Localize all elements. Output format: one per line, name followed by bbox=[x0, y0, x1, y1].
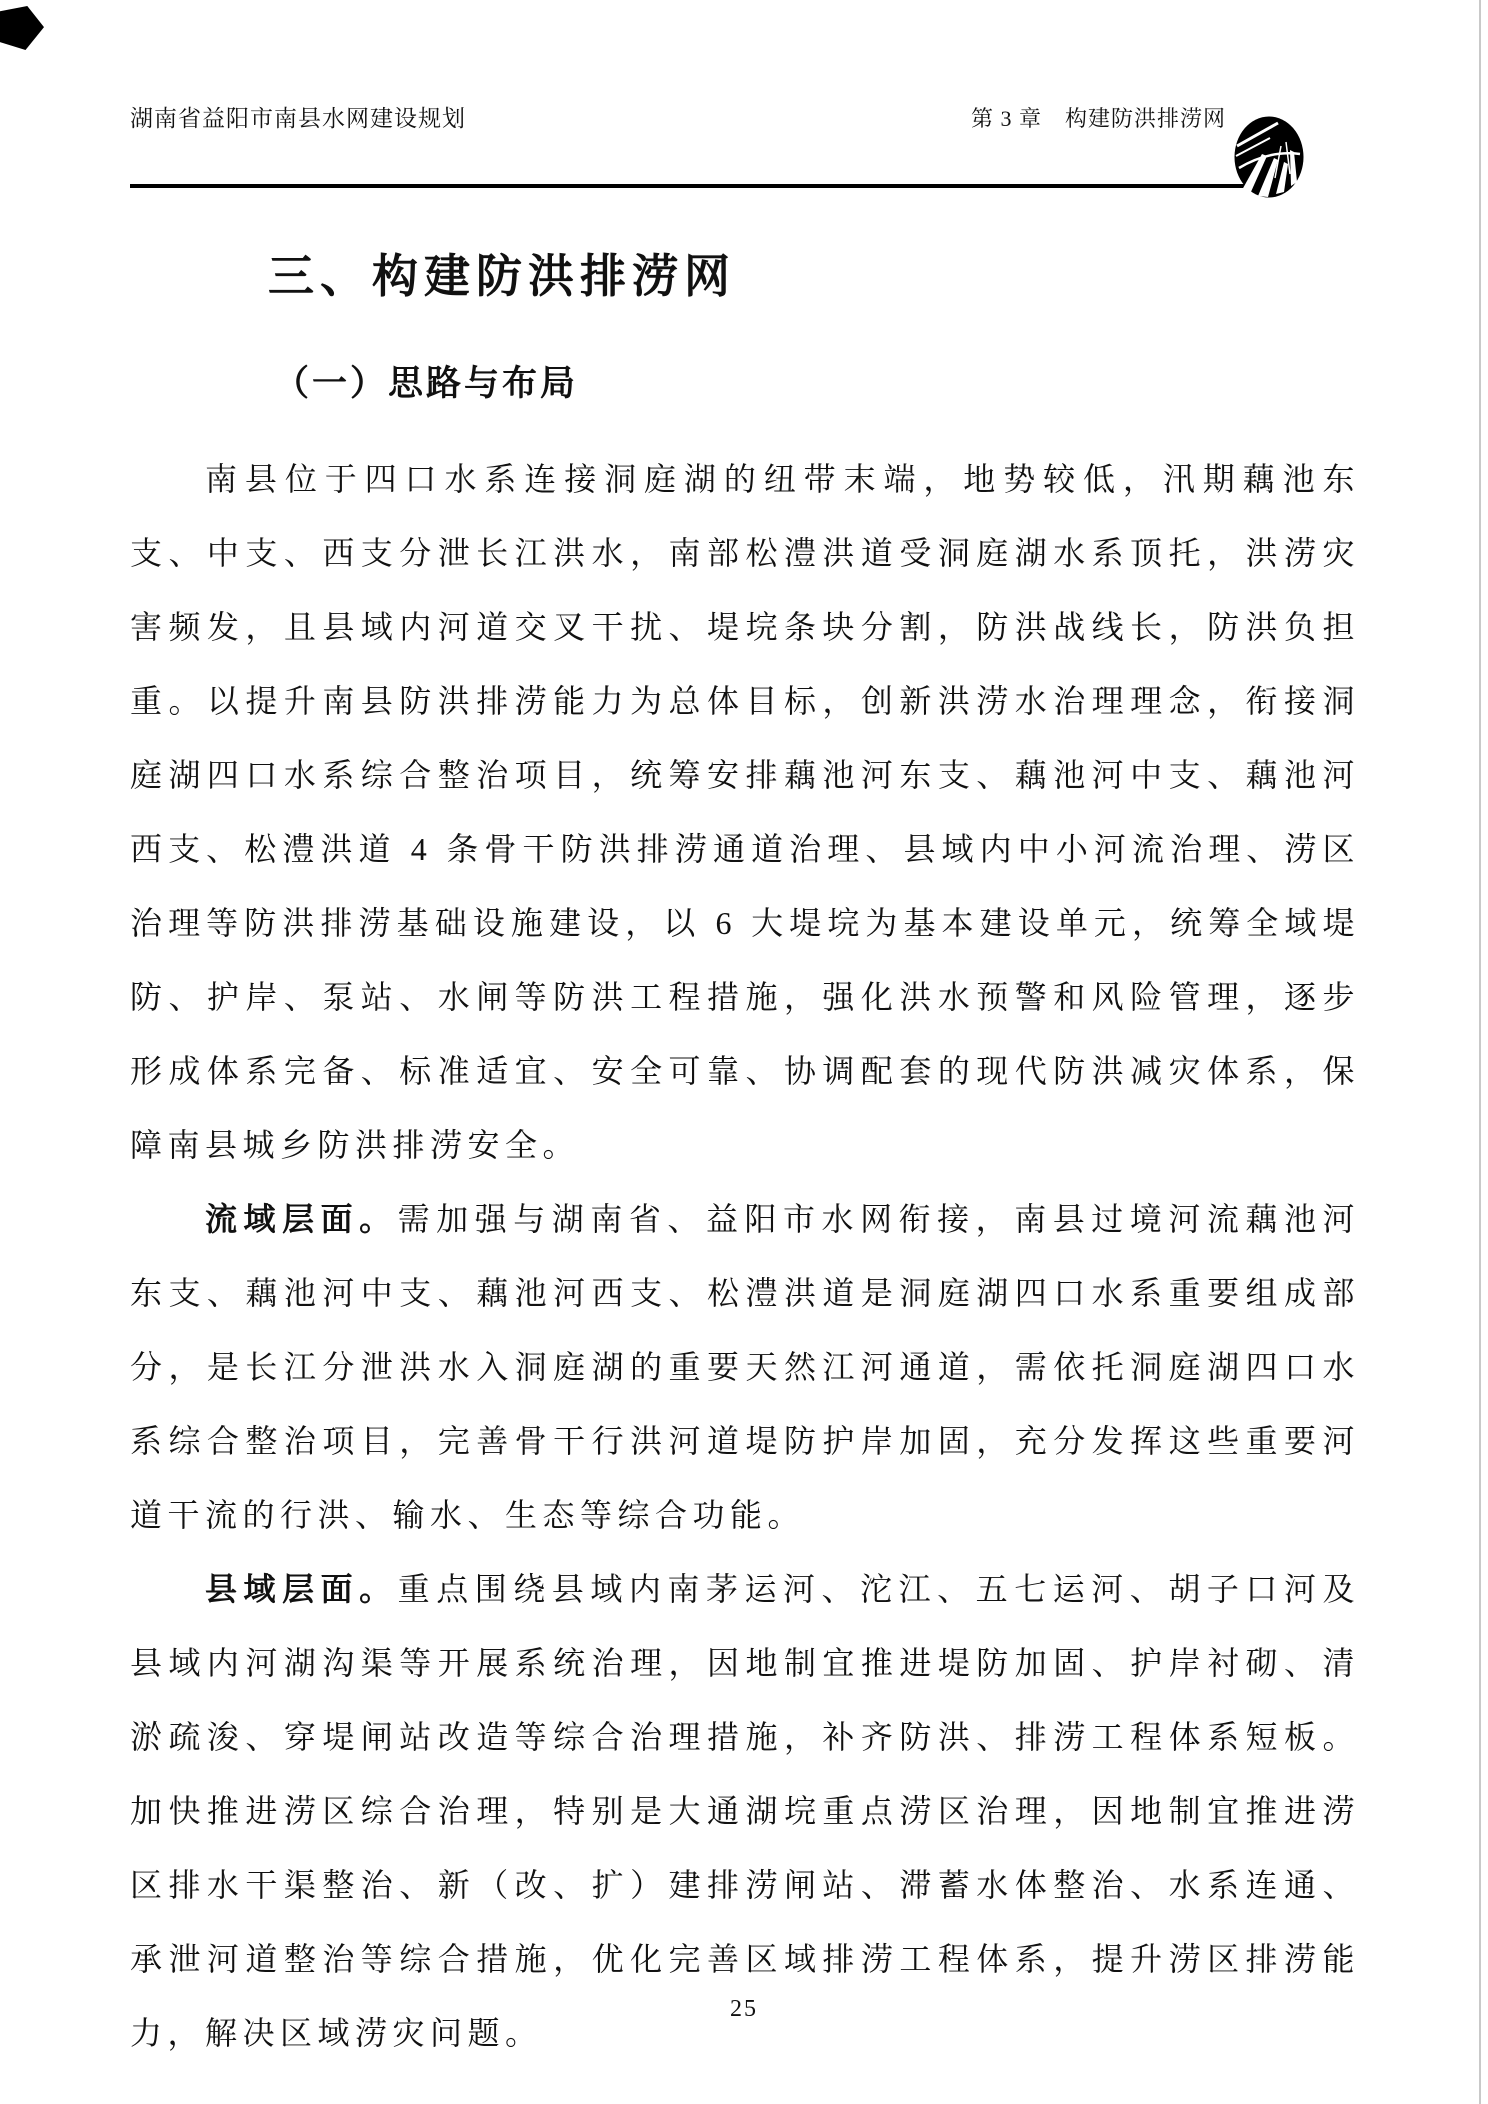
paragraph-overview bbox=[130, 442, 1360, 1182]
chapter-roads-logo-icon bbox=[1234, 116, 1304, 198]
chapter-heading: 三、构建防洪排涝网 bbox=[268, 250, 736, 302]
header-rule bbox=[130, 184, 1282, 188]
paragraph-text: 重点围绕县域内南茅运河、沱江、五七运河、胡子口河及县域内河湖沟渠等开展系统治理，因地制宜推进堤防加固、护岸衬砌、清淤疏浚、穿堤闸站改造等综合治理措施，补齐防洪、排涝工程体系短板。加快推进涝区综合治理，特别是大通湖垸重点涝区治理，因地制宜推进涝区排水干渠整治、新（改、扩）建排涝闸站、滞蓄水体整治、水系连通、承泄河道整治等综合措施，优化完善区域排涝工程体系，提升涝区排涝能力，解决区域涝灾问题。 bbox=[130, 1571, 1360, 2051]
scan-corner-artifact bbox=[0, 6, 44, 50]
body-text bbox=[130, 442, 1360, 2070]
header-doc-title: 湖南省益阳市南县水网建设规划 bbox=[130, 106, 466, 131]
header-chapter-title: 第 3 章 构建防洪排涝网 bbox=[970, 106, 1226, 131]
page-number: 25 bbox=[730, 1996, 758, 2022]
paragraph-lead: 县域层面。 bbox=[205, 1571, 398, 1607]
paragraph-lead: 流域层面。 bbox=[205, 1201, 398, 1237]
paragraph-county-level bbox=[130, 1552, 1360, 2070]
paragraph-text: 南县位于四口水系连接洞庭湖的纽带末端，地势较低，汛期藕池东支、中支、西支分泄长江洪水，南部松澧洪道受洞庭湖水系顶托，洪涝灾害频发，且县域内河道交叉干扰、堤垸条块分割，防洪战线长，防洪负担重。以提升南县防洪排涝能力为总体目标，创新洪涝水治理理念，衔接洞庭湖四口水系综合整治项目，统筹安排藕池河东支、藕池河中支、藕池河西支、松澧洪道 4 条骨干防洪排涝通道治理、县域内中小河流治理、涝区治理等防洪排涝基础设施建设，以 6 大堤垸为基本建设单元，统筹全域堤防、护岸、泵站、水闸等防洪工程措施，强化洪水预警和风险管理，逐步形成体系完备、标准适宜、安全可靠、协调配套的现代防洪减灾体系，保障南县城乡防洪排涝安全。 bbox=[130, 461, 1360, 1163]
section-heading: （一）思路与布局 bbox=[274, 364, 579, 403]
scan-edge-line bbox=[1479, 0, 1481, 2104]
paragraph-text: 需加强与湖南省、益阳市水网衔接，南县过境河流藕池河东支、藕池河中支、藕池河西支、松澧洪道是洞庭湖四口水系重要组成部分，是长江分泄洪水入洞庭湖的重要天然江河通道，需依托洞庭湖四口水系综合整治项目，完善骨干行洪河道堤防护岸加固，充分发挥这些重要河道干流的行洪、输水、生态等综合功能。 bbox=[130, 1201, 1360, 1533]
paragraph-basin-level bbox=[130, 1182, 1360, 1552]
